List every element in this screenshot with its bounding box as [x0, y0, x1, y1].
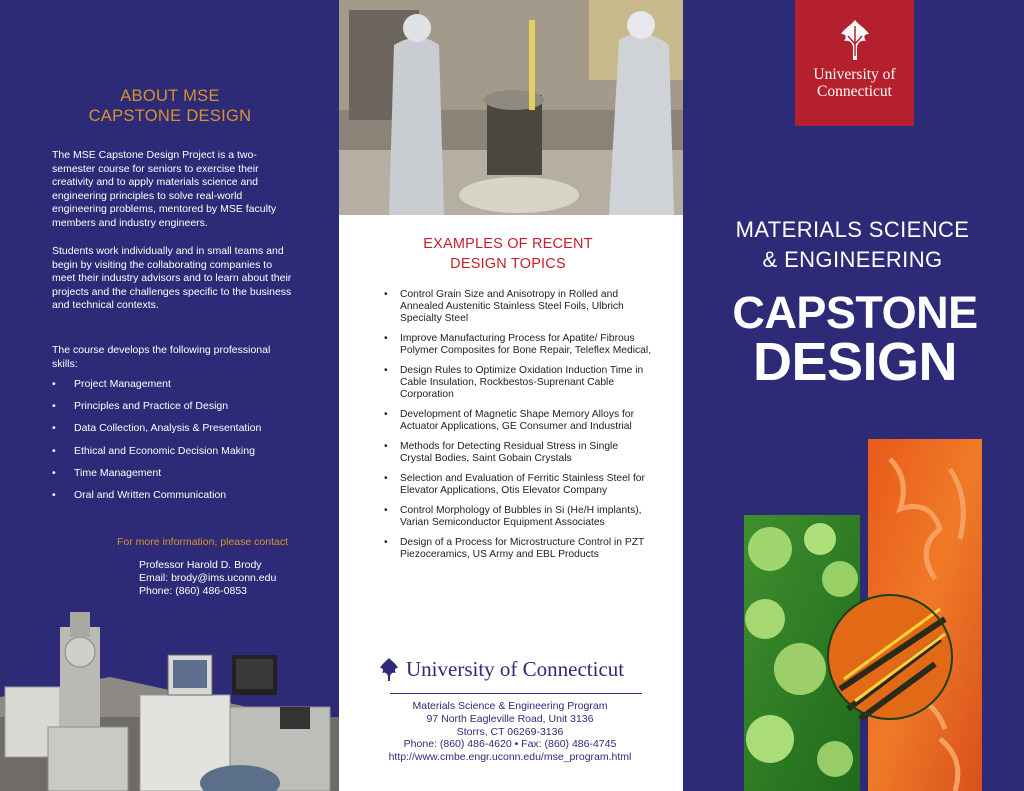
topic-item: • Control Grain Size and Anisotropy in Rolled and Annealed Austenitic Stainless Steel Foils, Ulbrich Specialty Steel: [384, 289, 652, 326]
cover-subtitle-line2: & ENGINEERING: [762, 247, 943, 272]
university-logo-box: [795, 0, 914, 126]
skills-list: [52, 377, 261, 510]
topic-item: • Selection and Evaluation of Ferritic Stainless Steel for Elevator Applications, Otis Elevator Company: [384, 473, 652, 497]
about-heading-line2: CAPSTONE DESIGN: [88, 107, 252, 125]
logo-university-name: [795, 66, 914, 100]
topics-heading-line2: DESIGN TOPICS: [450, 256, 566, 272]
cover-subtitle-line1: MATERIALS SCIENCE: [735, 217, 970, 242]
contact-prompt: For more information, please contact: [117, 536, 288, 548]
about-heading: [60, 86, 280, 126]
microstructure-images: [740, 439, 982, 791]
cover-title: [700, 287, 1010, 392]
skill-item: • Time Management: [52, 466, 261, 488]
lab-equipment-photo: [0, 607, 339, 791]
skill-item: • Principles and Practice of Design: [52, 399, 261, 421]
logo-line2: Connecticut: [817, 83, 892, 100]
topic-item: • Design Rules to Optimize Oxidation Induction Time in Cable Insulation, Rockbestos-Suprenant Cable Corporation: [384, 365, 652, 402]
topic-item: • Methods for Detecting Residual Stress in Single Crystal Bodies, Saint Gobain Crystals: [384, 441, 652, 465]
footer-phone-fax: Phone: (860) 486-4620 • Fax: (860) 486-4745: [403, 738, 617, 751]
about-heading-line1: ABOUT MSE: [120, 87, 220, 105]
topic-item: • Improve Manufacturing Process for Apatite/ Fibrous Polymer Composites for Bone Repair, Teleflex Medical,: [384, 333, 652, 357]
contact-block: [139, 559, 276, 598]
oak-leaf-icon: [835, 18, 875, 62]
skill-item: • Oral and Written Communication: [52, 488, 261, 510]
about-paragraph-2: Students work individually and in small teams and begin by visiting the collaborating companies to meet their industry advisors and to learn about their projects and the challenges specific to the business and technical contexts.: [52, 245, 292, 311]
topic-item: • Design of a Process for Microstructure Control in PZT Piezoceramics, US Army and EBL Products: [384, 537, 652, 561]
oak-leaf-icon: [376, 656, 402, 682]
skill-item: • Project Management: [52, 377, 261, 399]
skill-item: • Ethical and Economic Decision Making: [52, 444, 261, 466]
footer-divider: [390, 693, 642, 694]
topics-heading-line1: EXAMPLES OF RECENT: [423, 236, 593, 252]
footer-program: Materials Science & Engineering Program: [412, 700, 608, 712]
footer-university-name: University of Connecticut: [406, 656, 625, 681]
contact-name: Professor Harold D. Brody: [139, 559, 262, 571]
about-paragraph-3: The course develops the following professional skills:: [52, 344, 271, 370]
topic-item: • Development of Magnetic Shape Memory Alloys for Actuator Applications, GE Consumer and Industrial: [384, 409, 652, 433]
topics-heading: [378, 234, 638, 274]
topic-item: • Control Morphology of Bubbles in Si (He/H implants), Varian Semiconductor Equipment Associates: [384, 505, 652, 529]
footer-address: [360, 700, 660, 764]
logo-line1: University of: [813, 66, 896, 83]
contact-email[interactable]: Email: brody@ims.uconn.edu: [139, 572, 277, 584]
cover-title-line1: CAPSTONE: [732, 287, 978, 338]
footer-street: 97 North Eagleville Road, Unit 3136: [426, 712, 594, 725]
about-paragraph-1: The MSE Capstone Design Project is a two-semester course for seniors to exercise their creativity and to apply materials science and engineering principles to solve real-world engineering problems, mentored by MSE faculty members and industry engineers.: [52, 149, 277, 229]
foundry-photo: [339, 0, 683, 215]
cover-title-line2: DESIGN: [752, 332, 958, 392]
skill-item: • Data Collection, Analysis & Presentation: [52, 421, 261, 443]
footer-university-logo: [376, 656, 624, 682]
topics-list: [384, 289, 652, 569]
footer-url[interactable]: http://www.cmbe.engr.uconn.edu/mse_program.html: [388, 751, 632, 764]
cover-subtitle: [700, 215, 1005, 275]
footer-city: Storrs, CT 06269-3136: [456, 725, 564, 738]
contact-phone: Phone: (860) 486-0853: [139, 585, 247, 597]
